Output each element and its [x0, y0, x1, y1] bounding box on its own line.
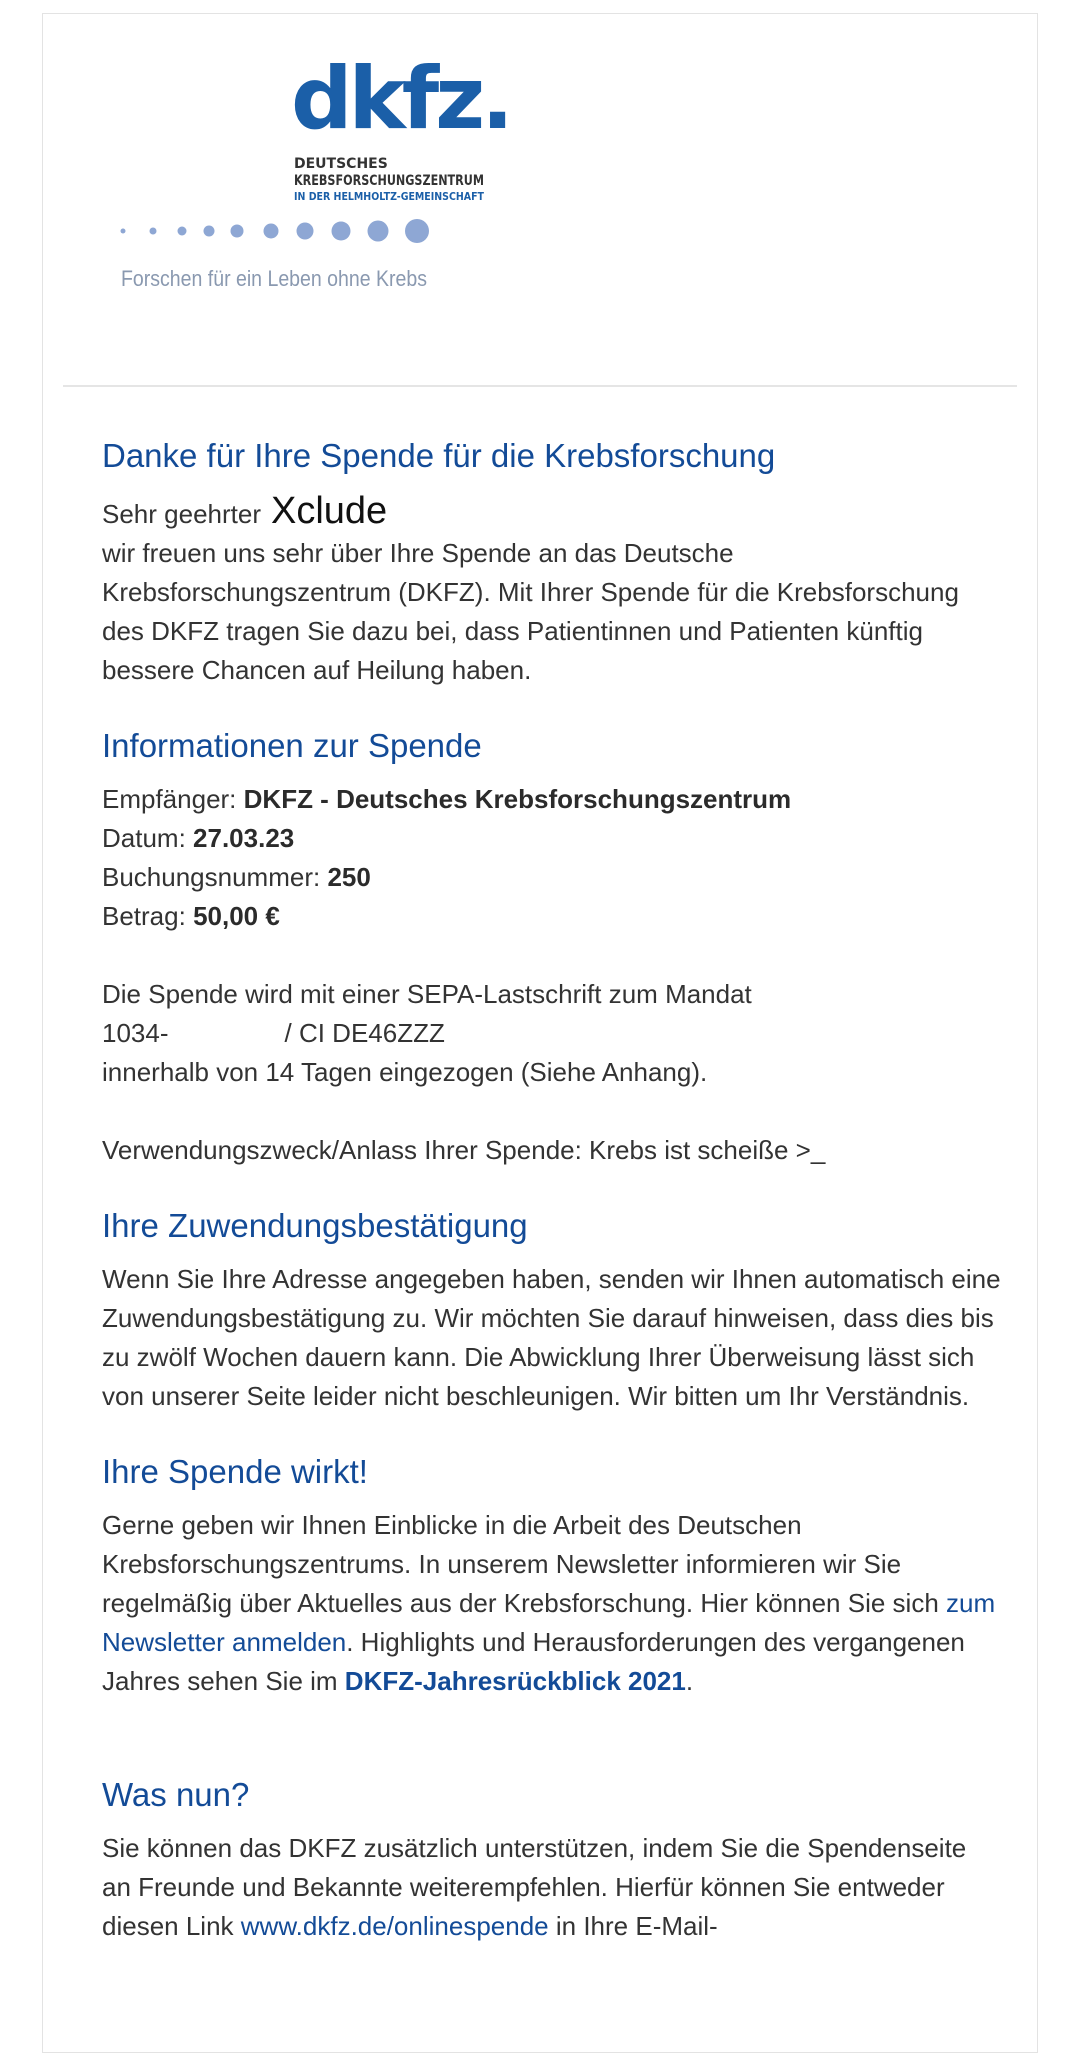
logo-dot [231, 225, 244, 238]
salutation-text: Sehr geehrter [102, 499, 261, 529]
booking-value: 250 [327, 862, 371, 892]
donation-purpose: Verwendungszweck/Anlass Ihrer Spende: Krebs ist scheiße >_ [102, 1135, 826, 1165]
spacer [102, 1092, 1002, 1131]
online-donation-link[interactable]: www.dkfz.de/onlinespende [240, 1911, 549, 1941]
dkfz-logo [101, 54, 541, 324]
sepa-line-1: Die Spende wird mit einer SEPA-Lastschrift zum Mandat [102, 979, 752, 1009]
thanks-body: wir freuen uns sehr über Ihre Spende an das Deutsche Krebsforschungszentrum (DKFZ). Mit Ihrer Spende für die Krebsforschung des DKFZ tragen Sie dazu bei, dass Patientinnen und Patienten künftig bessere Chancen auf Heilung haben. [102, 538, 959, 685]
recipient-label: Empfänger: [102, 784, 244, 814]
recipient-row [102, 780, 1002, 819]
impact-heading: Ihre Spende wirkt! [102, 1453, 368, 1490]
recipient-name: Xclude [270, 490, 388, 532]
logo-wordmark: dkfz. [291, 54, 510, 149]
next-heading: Was nun? [102, 1776, 250, 1813]
logo-line-krebsforschungszentrum: KREBSFORSCHUNGSZENTRUM [294, 173, 484, 189]
logo-dot-row [121, 219, 430, 243]
impact-text-end: . [685, 1666, 694, 1696]
sepa-mandate: 1034- [102, 1018, 169, 1048]
logo-line-deutsches: DEUTSCHES [294, 156, 388, 172]
impact-text-middle: . Highlights und Herausforderungen des vergangenen Jahres sehen Sie im [102, 1627, 965, 1696]
header-divider [63, 385, 1017, 387]
annual-review-link[interactable]: DKFZ-Jahresrückblick 2021 [344, 1666, 686, 1696]
sepa-line-3: innerhalb von 14 Tagen eingezogen (Siehe Anhang). [102, 1057, 708, 1087]
logo-dot [264, 224, 279, 239]
confirmation-body: Wenn Sie Ihre Adresse angegeben haben, senden wir Ihnen automatisch eine Zuwendungsbestätigung zu. Wir möchten Sie darauf hinweisen, dass dies bis zu zwölf Wochen dauern kann. Die Abwicklung Ihrer Überweisung lässt sich von unserer Seite leider nicht beschleunigen. Wir bitten um Ihr Verständnis. [102, 1264, 1001, 1411]
logo-dot [150, 228, 157, 235]
booking-label: Buchungsnummer: [102, 862, 328, 892]
amount-value: 50,00 € [193, 901, 280, 931]
booking-row [102, 858, 1002, 897]
sepa-ci: / CI DE46ZZZ [284, 1018, 445, 1048]
next-text-start: Sie können das DKFZ zusätzlich unterstützen, indem Sie die Spendenseite an Freunde und Bekannte weiterempfehlen. Hierfür können Sie entweder diesen Link [102, 1833, 967, 1941]
confirmation-heading: Ihre Zuwendungsbestätigung [102, 1207, 528, 1244]
logo-dot [178, 227, 187, 236]
impact-text-start: Gerne geben wir Ihnen Einblicke in die Arbeit des Deutschen Krebsforschungszentrums. In unserem Newsletter informieren wir Sie regelmäßig über Aktuelles aus der Krebsforschung. Hier können Sie sich [102, 1510, 946, 1618]
logo-dot [121, 229, 126, 234]
dkfz-logo-graphic [101, 54, 541, 324]
spacer [102, 936, 1002, 975]
recipient-value: DKFZ - Deutsches Krebsforschungszentrum [243, 784, 792, 814]
salutation-line [102, 492, 1002, 534]
logo-dot [204, 226, 215, 237]
next-text-end: in Ihre E-Mail- [548, 1911, 718, 1941]
logo-dot [332, 222, 351, 241]
logo-dot [405, 219, 429, 243]
date-label: Datum: [102, 823, 194, 853]
amount-label: Betrag: [102, 901, 194, 931]
logo-dot [368, 221, 389, 242]
email-body [102, 434, 1002, 1946]
logo-tagline: Forschen für ein Leben ohne Krebs [121, 266, 427, 291]
email-card [42, 13, 1038, 2053]
thanks-heading: Danke für Ihre Spende für die Krebsforschung [102, 437, 776, 474]
amount-row [102, 897, 1002, 936]
info-heading: Informationen zur Spende [102, 727, 482, 764]
date-value: 27.03.23 [193, 823, 295, 853]
impact-body [102, 1506, 1002, 1701]
logo-dot [297, 223, 314, 240]
newsletter-signup-link[interactable]: zum Newsletter anmelden [102, 1588, 996, 1657]
logo-line-helmholtz: IN DER HELMHOLTZ-GEMEINSCHAFT [294, 190, 485, 203]
date-row [102, 819, 1002, 858]
next-body [102, 1829, 1002, 1946]
sepa-line-2 [102, 1014, 1002, 1053]
